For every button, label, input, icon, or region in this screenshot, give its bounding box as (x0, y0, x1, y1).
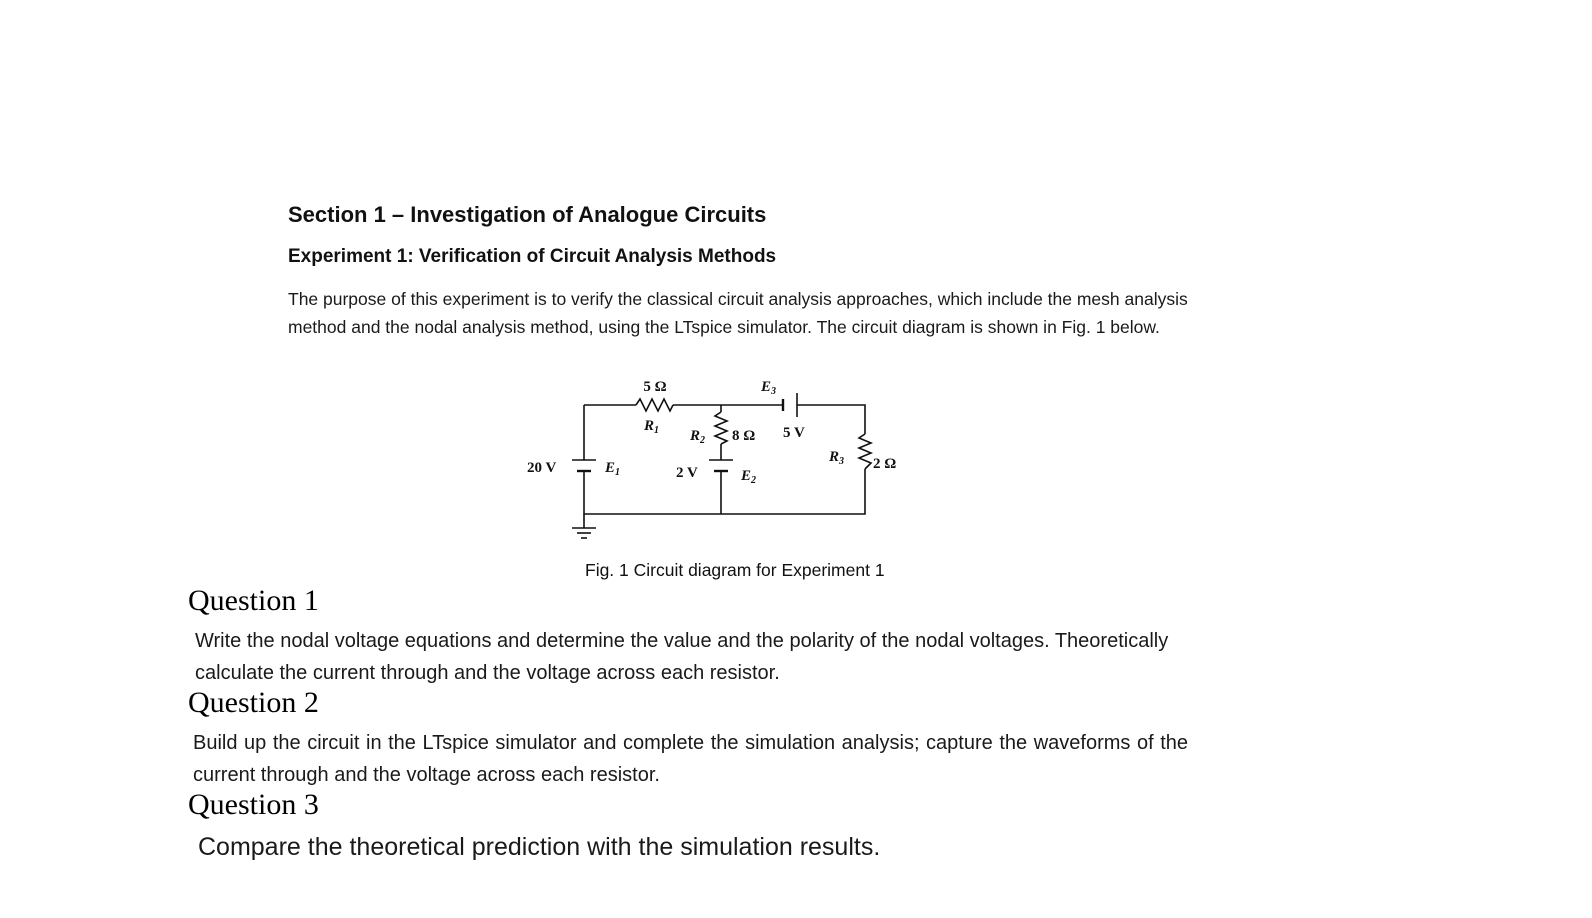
e2-label (740, 468, 756, 486)
e1-label-letter: E (605, 460, 616, 476)
experiment-intro: The purpose of this experiment is to verify the classical circuit analysis approaches, which include the mesh analysis method and the nodal analysis method, using the LTspice simulator. The circuit diagram is shown in Fig. 1 below. (288, 289, 1188, 337)
resistor-r1 (636, 399, 673, 411)
r1-value: 5 Ω (643, 379, 667, 395)
e1-value: 20 V (527, 460, 557, 476)
r2-label-letter: R (690, 428, 701, 444)
r3-label-sub: 3 (839, 456, 845, 467)
experiment-title: Experiment 1: Verification of Circuit Analysis Methods (288, 246, 777, 267)
r2-label-sub: 2 (700, 435, 706, 446)
question-2-text: Build up the circuit in the LTspice simulator and complete the simulation analysis; capture the waveforms of the current through and the voltage across each resistor. (193, 732, 1188, 786)
r3-value: 2 Ω (873, 456, 897, 472)
question-1-heading: Question 1 (188, 584, 319, 617)
e3-label-letter: E (761, 379, 772, 395)
r2-label (689, 428, 705, 446)
r1-label-sub: 1 (654, 425, 660, 436)
r1-label (643, 418, 659, 436)
r3-label (828, 449, 844, 467)
resistor-r3 (859, 434, 871, 469)
e3-value: 5 V (783, 425, 805, 441)
r2-value: 8 Ω (732, 428, 756, 444)
question-1-text: Write the nodal voltage equations and determine the value and the polarity of the nodal voltages. Theoretically calculate the current through and the voltage across each resistor. (195, 630, 1169, 684)
r3-label-letter: R (829, 449, 840, 465)
e3-label (760, 379, 776, 397)
section-title: Section 1 – Investigation of Analogue Circuits (288, 202, 767, 227)
e2-label-sub: 2 (751, 475, 757, 486)
e2-value: 2 V (676, 465, 698, 481)
e1-label (604, 460, 620, 478)
resistor-r2 (715, 412, 727, 444)
wire-left-bottom (584, 469, 865, 514)
figure-caption: Fig. 1 Circuit diagram for Experiment 1 (585, 560, 885, 580)
r1-label-letter: R (644, 418, 655, 434)
question-3-text: Compare the theoretical prediction with the simulation results. (198, 833, 881, 861)
question-2-heading: Question 2 (188, 686, 319, 719)
question-3-heading: Question 3 (188, 788, 319, 821)
e1-label-sub: 1 (615, 467, 621, 478)
e2-label-letter: E (741, 468, 752, 484)
circuit-diagram (520, 374, 940, 554)
e3-label-sub: 3 (771, 386, 777, 397)
wire-top-right (797, 405, 865, 434)
